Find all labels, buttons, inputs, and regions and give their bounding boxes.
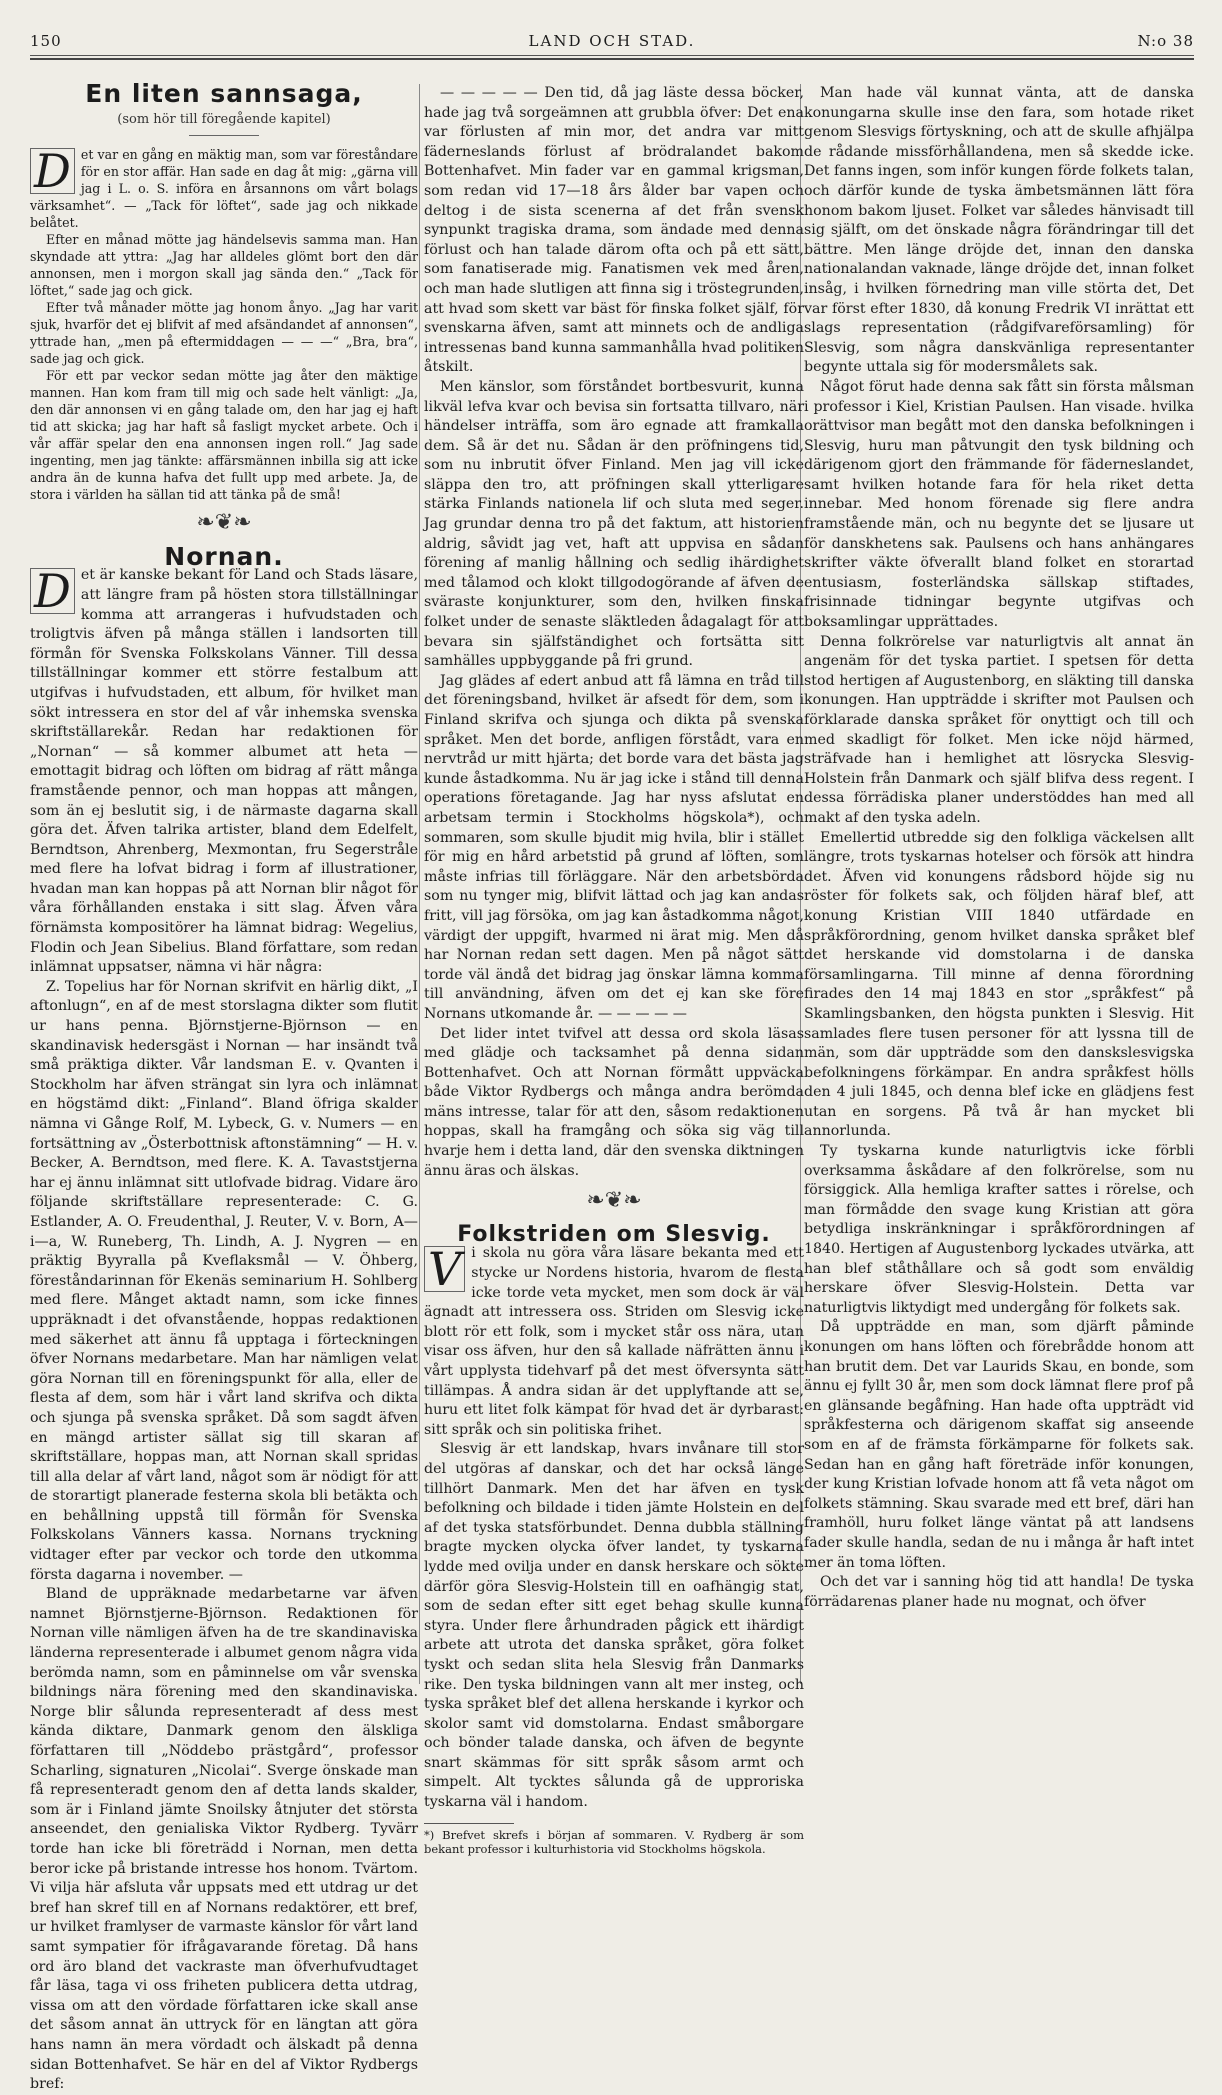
article-paragraph: Ty tyskarna kunde naturligtvis icke förbli overksamma åskådare af den folkrörelse, som nu försiggick. Alla hemliga krafter sattes i rörelse, och man förmådde den svage kung Kristian att göra betydliga inskränkningar i språkförordningen af 1840. Hertigen af Augustenborg lyckades utvärka, att han blef ståthållare och så godt som enväldig herskare öfver Slesvig-Holstein. Detta var naturligtvis liktydigt med undergång för folkets sak. [804, 1143, 1194, 1316]
article-paragraph: Det lider intet tvifvel att dessa ord skola läsas med glädje och tacksamhet på denna sidan Bottenhafvet. Och att Nornan förmått uppväcka både Viktor Rydbergs och många andra berömda mäns intresse, talar för att den, såsom redaktionen hoppas, skall ha framgång och söka sig väg till hvarje hem i detta land, där den svenska diktningen ännu äras och älskas. [424, 1025, 804, 1179]
article-paragraph: Efter två månader mötte jag honom ånyo. „Jag har varit sjuk, hvarför det ej blifvit af med afsändandet af annonsen“, yttrade han, „men på eftermiddagen — — —“ „Bra, bra“, sade jag och gick. [30, 300, 418, 367]
article-paragraph: D et är kanske bekant för Land och Stads läsare, att längre fram på hösten stora tillställningar komma att arrangeras i hufvudstaden och troligtvis äfven på många ställen i landsorten till förmån för Svenska Folkskolans Vänner. Till dessa tillställningar kommer ett större festalbum att utgifvas i hufvudstaden, ett album, för hvilket man sökt intressera en stor del af vår inhemska svenska skriftställarekår. Redan har redaktionen för „Nornan“ — så kommer albumet att heta — emottagit bidrag och löften om bidrag af rätt många framstående pennor, och man hoppas att mången, som än ej beslutit sig, i de närmaste dagarna skall göra det. Äfven talrika artister, bland dem Edelfelt, Berndtson, Ahrenberg, Mexmontan, fru Segerstråle med flere ha lofvat bidrag i form af illustrationer, hvadan man kan hoppas på att Nornan blir något för våra förhållanden enstaka i sitt slag. Äfven våra förnämsta kompositörer ha lämnat bidrag: Wegelius, Flodin och Jean Sibelius. Bland författare, som redan inlämnat uppsatser, nämna vi här några: [30, 564, 418, 976]
article-title-sannsaga: En liten sannsaga, [85, 79, 363, 108]
page-header [30, 30, 1194, 52]
column-2 [424, 84, 804, 1856]
article-paragraph: Z. Topelius har för Nornan skrifvit en härlig dikt, „I aftonlugn“, en af de mest storslagna dikter som flutit ur hans penna. Björnstjerne-Björnson — en skandinavisk hedersgäst i Nornan — har insändt två små präktiga dikter. Vår landsman E. v. Qvanten i Stockholm har äfven strängat sin lyra och inlämnat en högstämd dikt: „Finland“. Bland öfriga skalder nämna vi Gånge Rolf, M. Lybeck, G. v. Numers — en fortsättning av „Österbottnisk aftonstämning“ — H. v. Becker, A. Berndtson, med flere. K. A. Tavaststjerna har ej ännu inlämnat sitt utlofvade bidrag. Vidare äro följande skriftställare representerade: C. G. Estlander, A. O. Freudenthal, J. Reuter, V. v. Born, A—i—a, W. Runeberg, Th. Lindh, A. J. Nygren — en präktig Byyralla på Kveflaksmål — V. Öhberg, föreståndarinnan för Ekenäs seminarium H. Sohlberg med flere. Månget aktadt namn, som icke finnes uppräknadt i det ofvanstående, hoppas redaktionen med säkerhet att ännu få upptaga i förteckningen öfver Nornans medarbetare. Man har nämligen velat göra Nornan till en föreningspunkt för alla, eller de flesta af dem, som här i vårt land skrifva och dikta och sjunga på svenska språket. Då som sagdt äfven en mängd artister sällat sig till skaran af skriftställare, hoppas man, att Nornan skall spridas till alla delar af vårt land, något som är nödigt för att de storartigt planerade festerna skola bli betäkta och en behållning uppstå till förmån för Svenska Folkskolans Vänners kassa. Nornans tryckning vidtager efter par veckor och torde den utkomma första dagarna i november. — [30, 978, 418, 1583]
article-paragraph: Bland de uppräknade medarbetarne var äfven namnet Björnstjerne-Björnson. Redaktionen för Nornan ville nämligen äfven ha de tre skandinaviska länderna representerade i albumet genom några vida berömda namn, som en påminnelse om vår svenska bildnings nära förening med den skandinaviska. Norge blir sålunda representeradt af dess mest kända diktare, Danmark genom den älskliga författaren till „Nöddebo prästgård“, professor Scharling, signaturen „Nicolai“. Sverge önskade man få representeradt genom den af detta lands skalder, som är i Finland jämte Snoilsky åtnjuter det största anseendet, den genialiska Viktor Rydberg. Tyvärr torde han icke bli företrädd i Nornan, men detta beror icke på bristande intresse hos honom. Tvärtom. Vi vilja här afsluta vår uppsats med ett utdrag ur det bref han skref till en af Nornans redaktörer, ett bref, ur hvilket framlyser de varmaste känslor för vårt land samt sympatier för ifrågavarande företag. Då hans ord äro bland det vackraste man öfverhufvudtaget får läsa, taga vi oss friheten publicera detta utdrag, vissa om att den vördade författaren icke skall anse det såsom annat än uttryck för en längtan att göra hans namn än mera vördadt och älskadt på denna sidan Bottenhafvet. Se här en del af Viktor Rydbergs bref: [30, 1586, 418, 2093]
header-rule [30, 55, 1194, 56]
article-paragraph: Jag glädes af edert anbud att få lämna en tråd till det föreningsband, hvilket är afsedt för dem, som i Finland skrifva och sjunga och dikta på svenska språket. Men det borde, anfligen förstådt, vara en nervtråd ur mitt hjärta; det borde vara det bästa jag kunde åstadkomma. Nu är jag icke i stånd till denna operations företagande. Jag har nyss afslutat en arbetsam termin i Stockholms högskola*), och sommaren, som skulle bjudit mig hvila, blir i stället för mig en hård arbetstid på grund af löften, som måste infrias till förläggare. När den arbetsbörda som nu tynger mig, blifvit lättad och jag kan andas fritt, vill jag försöka, om jag kan åstadkomma något, värdigt der uppgift, hvarmed ni ärat mig. Men då har Nornan redan sett dagen. Men på något sätt torde väl ändå det bidrag jag önskar lämna komma till användning, äfven om det ej kan ske före Nornans utkomande år. — — — — — [424, 672, 804, 1022]
article-title-folkstriden: Folkstriden om Slesvig. [457, 1221, 771, 1247]
article-title-nornan: Nornan. [164, 541, 284, 571]
dropcap: V [424, 1246, 465, 1292]
article-paragraph: Emellertid utbredde sig den folkliga väckelsen allt längre, trots tyskarnas hotelser och försök att hindra det. Äfven vid konungens rådsbord höjde sig nu röster för folkets sak, och följden häraf blef, att konung Kristian VIII 1840 utfärdade en språkförordning, genom hvilket danska språket blef det herskande vid domstolarna i de danska församlingarna. Till minne af denna förordning firades den 14 maj 1843 en stor „språkfest“ på Skamlingsbanken, den högsta punkten i Slesvig. Hit samlades flere tusen personer för att lyssna till de män, som där uppträdde som den danskslesvigska befolkningens förkämpar. En andra språkfest hölls den 4 juli 1845, och denna blef icke en glädjens fest utan en sorgens. På två år han mycket bli annorlunda. [804, 829, 1194, 1140]
article-paragraph: Man hade väl kunnat vänta, att de danska konungarna skulle inse den fara, som hotade riket genom Slesvigs förtyskning, och att de skulle afhjälpa de rådande missförhållandena, men så skedde icke. Det fanns ingen, som inför kungen förde folkets talan, och därför kunde de tyska ämbetsmännen lätt föra honom bakom ljuset. Folket var således hänvisadt till sig själft, om det önskade några förändringar till det bättre. Men länge dröjde det, innan den danska nationalandan vaknade, länge dröjde det, innan folket insåg, i hvilken förnedring man ville störta det, Det var först efter 1830, då konung Fredrik VI inrättat ett slags representation (rådgifvareförsamling) för Slesvig, som några danskvänliga representanter begynte uttala sig för modersmålets sak. [804, 85, 1194, 376]
article-paragraph: Då uppträdde en man, som djärft påminde konungen om hans löften och förebrådde honom att han brutit dem. Det var Laurids Skau, en bonde, som ännu ej fyllt 30 år, men som dock lämnat flere prof på en glänsande begåfning. Han hade ofta uppträdt vid språkfesterna och därigenom skaffat sig anseende som en af de främsta förkämparne för folkets sak. Sedan han en gång haft företräde inför konungen, der kung Kristian lofvade honom att få veta något om folkets stämning. Skau svarade med ett bref, däri han framhöll, huru folket länge väntat på att landsens fader skulle handla, sedan de nu i många år haft intet mer än toma löften. [804, 1319, 1194, 1571]
footnote: *) Brefvet skrefs i början af sommaren. V. Rydberg är som bekant professor i kulturhistoria vid Stockholms högskola. [424, 1827, 804, 1856]
column-3 [804, 84, 1194, 1684]
article-paragraph: Och det var i sanning hög tid att handla! De tyska förrädarenas planer hade nu mognat, och öfver [804, 1574, 1194, 1610]
article-paragraph: Något förut hade denna sak fått sin första målsman i professor i Kiel, Kristian Paulsen. Han visade. hvilka orättvisor man begått mot den danska befolkningen i Slesvig, huru man påtvungit den tysk bildning och därigenom gjort den främmande för fäderneslandet, samt hvilken hotande fara för hela riket detta innebar. Med honom förenade sig flere andra framstående män, och nu begynte det se ljusare ut för danskhetens sak. Paulsens och hans anhängares skrifter väkte öfverallt bland folket en storartad entusiasm, fosterländska sällskap stiftades, frisinnade tidningar begynte utgifvas och boksamlingar upprättades. [804, 378, 1194, 631]
article-paragraph: V i skola nu göra våra läsare bekanta med ett stycke ur Nordens historia, hvarom de flesta icke torde veta mycket, men som dock är väl ägnadt att intressera oss. Striden om Slesvig icke blott rör ett folk, som i mycket står oss nära, utan visar oss äfven, hur den så kallade näfrätten ännu i vårt upplysta tidehvarf på det mest öfversynta sätt tillämpas. Å andra sidan är det upplyftande att se, huru ett litet folk kämpat för hvad det är dyrbarast: sitt språk och sin politiska frihet. [424, 1242, 804, 1438]
dropcap: D [30, 568, 75, 614]
article-paragraph: D et var en gång en mäktig man, som var föreståndare för en stor affär. Han sade en dag åt mig: „gärna vill jag i L. o. S. införa en årsannons om vårt bolags värksamhet“. — „Tack för löftet“, sade jag och nikkade belåtet. [30, 144, 418, 231]
dropcap: D [30, 148, 75, 194]
floral-ornament-icon: ❧❦❧ [196, 510, 252, 536]
publication-title: LAND OCH STAD. [528, 32, 696, 50]
column-divider [419, 84, 420, 1684]
article-paragraph: Slesvig är ett landskap, hvars invånare till stor del utgöras af danskar, och det har också länge tillhört Danmark. Men det har äfven en tysk befolkning och bildade i tiden jämte Holstein en del af det tyska statsförbundet. Denna dubbla ställning bragte mycken olycka öfver landet, ty tyskarna lydde med ovilja under en dansk herskare och sökte därför göra Slesvig-Holstein till en oafhängig stat, som de sedan efter sitt eget behag skulle kunna styra. Under flere århundraden pågick ett ihärdigt arbete att utrota det danska språket, göra folket tyskt och sedan slita hela Slesvig från Danmarks rike. Den tyska bildningen vann alt mer insteg, och tyska språket blef det allena herskande i kyrkor och skolor samt vid domstolarna. Endast småborgare och bönder talade danska, och äfven de begynte snart skämmas för sitt språk såsom armt och simpelt. Alt tycktes sålunda gå de upproriska tyskarna väl i handom. [424, 1441, 804, 1811]
floral-ornament-icon: ❧❦❧ [586, 1188, 642, 1214]
column-1 [30, 79, 418, 2093]
article-paragraph: Men känslor, som förståndet bortbesvurit, kunna likväl lefva kvar och bevisa sin fortsatta tillvaro, när händelser inträffa, som äro egnade att framkalla dem. Så är det nu. Sådan är den pröfningens tid, som nu inbrutit öfver Finland. Men jag vill icke släppa den tro, att pröfningen skall ytterligare stärka Finlands nationela lif och sluta med seger. Jag grundar denna tro på det faktum, att historien aldrig, såvidt jag vet, haft att uppvisa en sådan förening af manlig hållning och sedlig ihärdighet med tålamod och klokt tillgodogörande af äfven de sväraste konjunkturer, som den, hvilken finska folket under de senaste släktleden ådagalagt för att bevara sin själfständighet och fortsätta sitt samhälles uppbyggande på fri grund. [424, 378, 804, 670]
page-number: 150 [30, 32, 62, 50]
article-paragraph: Efter en månad mötte jag händelsevis samma man. Han skyndade att yttra: „Jag har alldeles glömt bort den där annonsen, men i morgon skall jag sända den.“ „Tack för löftet,“ sade jag och gick. [30, 232, 418, 299]
short-rule [189, 135, 259, 136]
article-paragraph: — — — — — Den tid, då jag läste dessa böcker, hade jag två sorgeämnen att grubbla öfver: Det ena var förlusten af min mor, det andra var mitt fäderneslands förlust af brödralandet bakom Bottenhafvet. Min fader var en gammal krigsman, som redan vid 17—18 års ålder bar vapen och deltog i de sista scenerna af det från svensk synpunkt tragiska drama, som ändade med denna förlust och han talade därom ofta och på ett sätt, som fanatiserade mig. Fanatismen vek med åren, och man hade slutligen att finna sig i tröstegrunden, att hvad som skett var bäst för finska folket själf, för svenskarna äfven, samt att minnets och de andliga intressenas band kunna sammanhålla hvad politiken åtskilt. [424, 85, 804, 376]
issue-number: N:o 38 [1137, 32, 1194, 50]
header-rule-thick [30, 58, 1194, 60]
article-paragraph: Denna folkrörelse var naturligtvis alt annat än angenäm för det tyska partiet. I spetsen för detta stod hertigen af Augustenborg, en släkting till danska konungen. Han uppträdde i skrifter mot Paulsen och förklarade danska språket för onyttigt och till och med skadligt för folket. Men icke nöjd härmed, sträfvade han i hemlighet att lösrycka Slesvig-Holstein från Danmark och själf blifva dess regent. I dessa förrädiska planer understöddes han med all makt af den tyska adeln. [804, 633, 1194, 826]
article-subtitle: (som hör till föregående kapitel) [117, 111, 331, 127]
article-paragraph: För ett par veckor sedan mötte jag åter den mäktige mannen. Han kom fram till mig och sade helt vänligt: „Ja, den där annonsen vi en gång talade om, den har jag ej haft tid att skicka; jag har haft så fasligt mycket arbete. Och i vår affär spelar den ena annonsen ingen roll.“ Jag sade ingenting, men jag tänkte: affärsmännen inbilla sig att icke andra än de kunna hafva det fullt upp med arbete. Ja, de stora i världen ha sällan tid att tänka på de små! [30, 368, 418, 503]
footnote-rule [424, 1823, 514, 1824]
